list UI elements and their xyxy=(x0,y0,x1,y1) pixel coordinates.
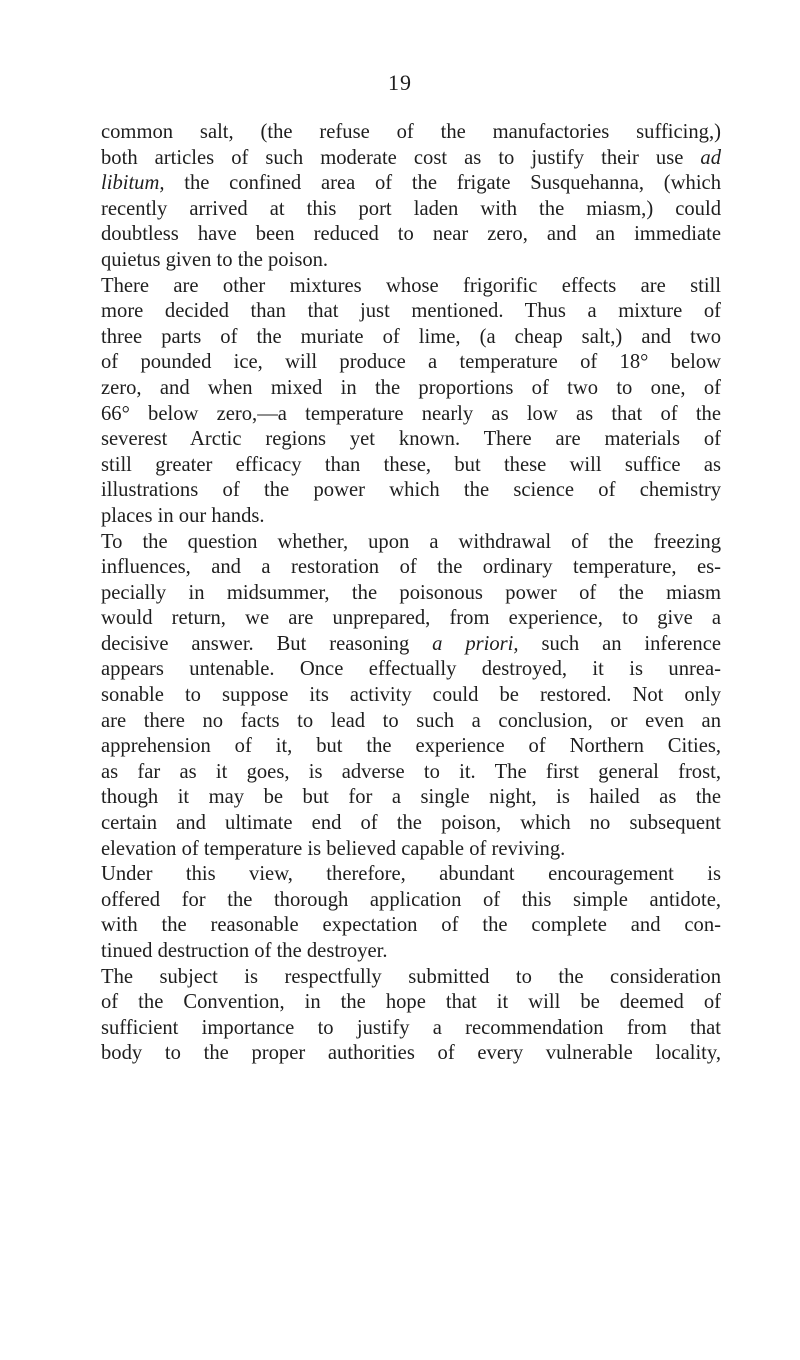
text-line xyxy=(101,760,721,786)
text-line xyxy=(101,504,721,530)
text-segment: places in our hands. xyxy=(101,504,265,527)
text-segment: severest Arctic regions yet known. There are materials of xyxy=(101,428,721,451)
text-segment: of the Convention, in the hope that it will be deemed of xyxy=(101,991,721,1014)
text-line xyxy=(101,1041,721,1067)
italic-text: a priori, xyxy=(432,632,519,655)
text-segment: certain and ultimate end of the poison, which no subsequent xyxy=(101,812,721,835)
text-line xyxy=(101,453,721,479)
text-line xyxy=(101,350,721,376)
text-line xyxy=(101,171,721,197)
text-segment: tinued destruction of the destroyer. xyxy=(101,940,388,962)
text-line xyxy=(101,862,721,888)
text-line xyxy=(101,939,721,965)
text-segment: though it may be but for a single night, is hailed as the xyxy=(101,786,721,809)
text-line xyxy=(101,248,721,274)
text-segment: appears untenable. Once effectually destroyed, it is unrea- xyxy=(101,658,721,681)
text-segment: such an inference xyxy=(518,632,721,655)
text-line xyxy=(101,683,721,709)
text-segment: as far as it goes, is adverse to it. The first general frost, xyxy=(101,760,721,783)
text-line xyxy=(101,734,721,760)
text-line xyxy=(101,427,721,453)
text-line xyxy=(101,478,721,504)
text-segment: sonable to suppose its activity could be restored. Not only xyxy=(101,684,721,707)
text-line xyxy=(101,555,721,581)
text-segment: To the question whether, upon a withdrawal of the freezing xyxy=(101,530,721,553)
text-line xyxy=(101,837,721,863)
text-segment: more decided than that just mentioned. Thus a mixture of xyxy=(101,300,721,323)
italic-text: ad xyxy=(700,146,721,169)
text-line xyxy=(101,402,721,428)
text-segment: zero, and when mixed in the proportions of two to one, of xyxy=(101,376,721,399)
text-segment: would return, we are unprepared, from experience, to give a xyxy=(101,607,721,630)
italic-text: libitum, xyxy=(101,172,165,195)
text-segment: pecially in midsummer, the poisonous power of the miasm xyxy=(101,581,721,604)
text-line xyxy=(101,888,721,914)
text-segment: influences, and a restoration of the ordinary temperature, es- xyxy=(101,556,721,579)
text-line xyxy=(101,657,721,683)
text-line xyxy=(101,913,721,939)
text-segment: of pounded ice, will produce a temperature of 18° below xyxy=(101,351,721,374)
text-segment: offered for the thorough application of this simple antidote, xyxy=(101,888,721,911)
text-line xyxy=(101,581,721,607)
text-line xyxy=(101,606,721,632)
text-line xyxy=(101,325,721,351)
text-segment: recently arrived at this port laden with the miasm,) could xyxy=(101,197,721,220)
text-segment: doubtless have been reduced to near zero, and an immediate xyxy=(101,223,721,246)
text-line xyxy=(101,197,721,223)
text-line xyxy=(101,709,721,735)
text-line xyxy=(101,376,721,402)
text-segment: body to the proper authorities of every vulnerable locality, xyxy=(101,1042,721,1065)
text-segment: are there no facts to lead to such a conclusion, or even an xyxy=(101,709,721,732)
text-segment: still greater efficacy than these, but these will suffice as xyxy=(101,453,721,476)
text-line xyxy=(101,120,721,146)
text-segment: Under this view, therefore, abundant encouragement is xyxy=(101,863,721,886)
text-line xyxy=(101,632,721,658)
text-segment: the confined area of the frigate Susquehanna, (which xyxy=(164,172,721,195)
body-text xyxy=(101,120,721,1067)
text-line xyxy=(101,222,721,248)
text-segment: illustrations of the power which the science of chemistry xyxy=(101,479,721,502)
text-segment: with the reasonable expectation of the complete and con- xyxy=(101,914,721,937)
text-line xyxy=(101,299,721,325)
text-line xyxy=(101,1016,721,1042)
text-segment: sufficient importance to justify a recommendation from that xyxy=(101,1016,721,1039)
text-segment: common salt, (the refuse of the manufactories sufficing,) xyxy=(101,121,721,143)
text-segment: The subject is respectfully submitted to the consideration xyxy=(101,965,721,988)
text-segment: three parts of the muriate of lime, (a cheap salt,) and two xyxy=(101,325,721,348)
text-line xyxy=(101,990,721,1016)
text-segment: There are other mixtures whose frigorific effects are still xyxy=(101,274,721,297)
text-line xyxy=(101,811,721,837)
text-segment: both articles of such moderate cost as to justify their use xyxy=(101,146,701,169)
text-segment: elevation of temperature is believed capable of reviving. xyxy=(101,837,566,860)
text-segment: decisive answer. But reasoning xyxy=(101,632,433,655)
text-segment: apprehension of it, but the experience of Northern Cities, xyxy=(101,735,721,758)
page-number: 19 xyxy=(388,70,412,95)
text-line xyxy=(101,274,721,300)
text-line xyxy=(101,146,721,172)
text-line xyxy=(101,965,721,991)
text-segment: 66° below zero,—a temperature nearly as low as that of the xyxy=(101,402,721,425)
text-segment: quietus given to the poison. xyxy=(101,248,329,271)
text-line xyxy=(101,785,721,811)
text-line xyxy=(101,530,721,556)
